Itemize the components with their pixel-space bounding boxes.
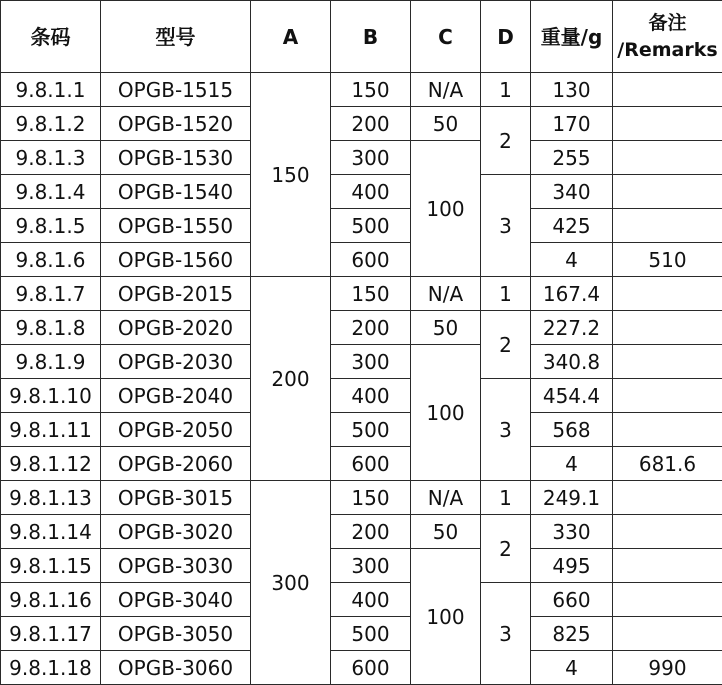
cell-remarks bbox=[613, 413, 722, 447]
cell-b: 400 bbox=[331, 583, 411, 617]
cell-code: 9.8.1.5 bbox=[1, 209, 101, 243]
cell-b: 200 bbox=[331, 107, 411, 141]
table-row bbox=[1, 515, 722, 549]
cell-model: OPGB-3040 bbox=[101, 583, 251, 617]
cell-model: OPGB-1560 bbox=[101, 243, 251, 277]
table-row bbox=[1, 243, 722, 277]
cell-d: 2 bbox=[481, 107, 531, 175]
cell-weight: 340.8 bbox=[531, 345, 613, 379]
cell-weight: 227.2 bbox=[531, 311, 613, 345]
cell-remarks bbox=[613, 481, 722, 515]
cell-c: N/A bbox=[411, 481, 481, 515]
cell-model: OPGB-1540 bbox=[101, 175, 251, 209]
cell-remarks bbox=[613, 107, 722, 141]
cell-c: 100 bbox=[411, 549, 481, 685]
cell-remarks bbox=[613, 583, 722, 617]
cell-d: 3 bbox=[481, 175, 531, 277]
header-d: D bbox=[481, 1, 531, 73]
cell-b: 300 bbox=[331, 141, 411, 175]
cell-d: 2 bbox=[481, 515, 531, 583]
cell-b: 600 bbox=[331, 447, 411, 481]
cell-model: OPGB-2020 bbox=[101, 311, 251, 345]
cell-d: 3 bbox=[481, 583, 531, 685]
table-row bbox=[1, 379, 722, 413]
cell-b: 300 bbox=[331, 345, 411, 379]
cell-code: 9.8.1.6 bbox=[1, 243, 101, 277]
table-row bbox=[1, 277, 722, 311]
cell-weight: 167.4 bbox=[531, 277, 613, 311]
cell-model: OPGB-2040 bbox=[101, 379, 251, 413]
cell-code: 9.8.1.11 bbox=[1, 413, 101, 447]
header-a: A bbox=[251, 1, 331, 73]
cell-model: OPGB-2050 bbox=[101, 413, 251, 447]
cell-remarks bbox=[613, 73, 722, 107]
cell-code: 9.8.1.9 bbox=[1, 345, 101, 379]
cell-model: OPGB-3060 bbox=[101, 651, 251, 685]
cell-code: 9.8.1.18 bbox=[1, 651, 101, 685]
cell-weight: 825 bbox=[531, 617, 613, 651]
cell-code: 9.8.1.13 bbox=[1, 481, 101, 515]
cell-model: OPGB-1550 bbox=[101, 209, 251, 243]
cell-d: 4 bbox=[531, 651, 613, 685]
cell-weight: 568 bbox=[531, 413, 613, 447]
cell-a: 300 bbox=[251, 481, 331, 685]
cell-b: 150 bbox=[331, 277, 411, 311]
table-row bbox=[1, 617, 722, 651]
cell-model: OPGB-1520 bbox=[101, 107, 251, 141]
header-c: C bbox=[411, 1, 481, 73]
cell-weight: 255 bbox=[531, 141, 613, 175]
header-model: 型号 bbox=[101, 1, 251, 73]
cell-b: 300 bbox=[331, 549, 411, 583]
cell-c: 50 bbox=[411, 107, 481, 141]
cell-b: 500 bbox=[331, 413, 411, 447]
header-b: B bbox=[331, 1, 411, 73]
cell-weight: 170 bbox=[531, 107, 613, 141]
table-row bbox=[1, 141, 722, 175]
table-row bbox=[1, 447, 722, 481]
cell-model: OPGB-3050 bbox=[101, 617, 251, 651]
header-remarks-cn: 备注 bbox=[648, 11, 687, 34]
cell-b: 200 bbox=[331, 311, 411, 345]
cell-d: 1 bbox=[481, 277, 531, 311]
cell-remarks bbox=[613, 617, 722, 651]
cell-model: OPGB-1515 bbox=[101, 73, 251, 107]
cell-remarks bbox=[613, 277, 722, 311]
cell-weight: 454.4 bbox=[531, 379, 613, 413]
cell-code: 9.8.1.12 bbox=[1, 447, 101, 481]
cell-c: N/A bbox=[411, 73, 481, 107]
cell-code: 9.8.1.16 bbox=[1, 583, 101, 617]
cell-model: OPGB-3020 bbox=[101, 515, 251, 549]
cell-weight: 681.6 bbox=[613, 447, 722, 481]
cell-b: 150 bbox=[331, 481, 411, 515]
cell-weight: 425 bbox=[531, 209, 613, 243]
cell-d: 1 bbox=[481, 481, 531, 515]
cell-code: 9.8.1.10 bbox=[1, 379, 101, 413]
cell-code: 9.8.1.17 bbox=[1, 617, 101, 651]
cell-d: 1 bbox=[481, 73, 531, 107]
cell-b: 400 bbox=[331, 175, 411, 209]
cell-remarks bbox=[613, 175, 722, 209]
cell-b: 150 bbox=[331, 73, 411, 107]
cell-model: OPGB-2015 bbox=[101, 277, 251, 311]
cell-model: OPGB-2030 bbox=[101, 345, 251, 379]
header-remarks-en: /Remarks bbox=[617, 38, 718, 61]
cell-code: 9.8.1.14 bbox=[1, 515, 101, 549]
cell-b: 200 bbox=[331, 515, 411, 549]
cell-a: 200 bbox=[251, 277, 331, 481]
cell-a: 150 bbox=[251, 73, 331, 277]
table-row bbox=[1, 311, 722, 345]
table-row bbox=[1, 107, 722, 141]
cell-model: OPGB-3030 bbox=[101, 549, 251, 583]
cell-remarks bbox=[613, 515, 722, 549]
cell-weight: 510 bbox=[613, 243, 722, 277]
cell-weight: 249.1 bbox=[531, 481, 613, 515]
cell-d: 4 bbox=[531, 447, 613, 481]
cell-d: 2 bbox=[481, 311, 531, 379]
header-code: 条码 bbox=[1, 1, 101, 73]
cell-model: OPGB-1530 bbox=[101, 141, 251, 175]
cell-c: 50 bbox=[411, 515, 481, 549]
cell-c: 50 bbox=[411, 311, 481, 345]
cell-code: 9.8.1.3 bbox=[1, 141, 101, 175]
table-row bbox=[1, 651, 722, 685]
cell-remarks bbox=[613, 311, 722, 345]
cell-remarks bbox=[613, 549, 722, 583]
cell-c: N/A bbox=[411, 277, 481, 311]
table-row bbox=[1, 345, 722, 379]
cell-b: 500 bbox=[331, 209, 411, 243]
cell-weight: 330 bbox=[531, 515, 613, 549]
cell-d: 3 bbox=[481, 379, 531, 481]
cell-code: 9.8.1.1 bbox=[1, 73, 101, 107]
cell-weight: 130 bbox=[531, 73, 613, 107]
cell-weight: 660 bbox=[531, 583, 613, 617]
table-row bbox=[1, 583, 722, 617]
cell-code: 9.8.1.15 bbox=[1, 549, 101, 583]
cell-b: 400 bbox=[331, 379, 411, 413]
header-row bbox=[1, 1, 722, 73]
header-weight: 重量/g bbox=[531, 1, 613, 73]
cell-remarks bbox=[613, 141, 722, 175]
cell-remarks bbox=[613, 379, 722, 413]
table-row bbox=[1, 73, 722, 107]
cell-model: OPGB-2060 bbox=[101, 447, 251, 481]
cell-b: 500 bbox=[331, 617, 411, 651]
cell-c: 100 bbox=[411, 141, 481, 277]
cell-d: 4 bbox=[531, 243, 613, 277]
table-row bbox=[1, 549, 722, 583]
cell-code: 9.8.1.4 bbox=[1, 175, 101, 209]
cell-code: 9.8.1.2 bbox=[1, 107, 101, 141]
cell-weight: 340 bbox=[531, 175, 613, 209]
cell-weight: 495 bbox=[531, 549, 613, 583]
cell-b: 600 bbox=[331, 243, 411, 277]
table-row bbox=[1, 413, 722, 447]
cell-remarks bbox=[613, 209, 722, 243]
table-row bbox=[1, 481, 722, 515]
cell-c: 100 bbox=[411, 345, 481, 481]
cell-code: 9.8.1.8 bbox=[1, 311, 101, 345]
header-remarks bbox=[613, 1, 722, 73]
cell-remarks bbox=[613, 345, 722, 379]
cell-model: OPGB-3015 bbox=[101, 481, 251, 515]
cell-code: 9.8.1.7 bbox=[1, 277, 101, 311]
table-row bbox=[1, 175, 722, 209]
table-row bbox=[1, 209, 722, 243]
cell-weight: 990 bbox=[613, 651, 722, 685]
cell-b: 600 bbox=[331, 651, 411, 685]
